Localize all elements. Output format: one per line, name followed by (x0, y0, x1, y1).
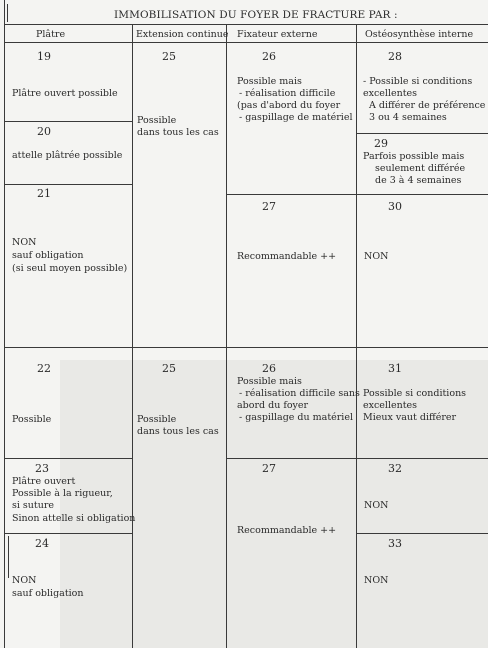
cell-number: 25 (162, 362, 176, 375)
rule-osteo-33 (356, 533, 488, 534)
rule-osteo-29 (356, 133, 488, 134)
cell-text: abord du foyer (237, 400, 309, 411)
cell-text: Sinon attelle si obligation (12, 513, 136, 524)
cell-text: - réalisation difficile sans (239, 388, 360, 399)
cell-number: 33 (388, 537, 402, 550)
rule-left (4, 0, 5, 648)
cell-text: de 3 à 4 semaines (375, 175, 462, 186)
rule-fix-27 (226, 194, 488, 195)
cell-text: - gaspillage de matériel (239, 112, 353, 123)
cell-text: excellentes (363, 400, 418, 411)
cell-text: attelle plâtrée possible (12, 150, 123, 161)
cell-text: NON (364, 500, 389, 511)
cell-text: NON (12, 237, 37, 248)
cell-text: seulement différée (375, 163, 466, 174)
cell-text: Possible mais (237, 376, 302, 387)
cell-text: NON (364, 575, 389, 586)
cell-text: Plâtre ouvert (12, 476, 76, 487)
cell-number: 30 (388, 200, 402, 213)
cell-text: - Possible si conditions (363, 76, 473, 87)
header-fixateur: Fixateur externe (237, 29, 318, 40)
cell-text: NON (12, 575, 37, 586)
cell-text: sauf obligation (12, 588, 84, 599)
cell-number: 28 (388, 50, 402, 63)
cell-text: excellentes (363, 88, 418, 99)
cell-text: 3 ou 4 semaines (369, 112, 447, 123)
cell-number: 29 (374, 137, 388, 150)
header-platre: Plâtre (36, 29, 66, 40)
cell-number: 26 (262, 50, 276, 63)
cell-text: NON (364, 251, 389, 262)
rule-top (4, 24, 488, 25)
cell-number: 25 (162, 50, 176, 63)
rule-margin-mark-bottom (8, 536, 9, 578)
rule-fix-27b (226, 458, 488, 459)
cell-number: 31 (388, 362, 402, 375)
cell-text: sauf obligation (12, 250, 84, 261)
cell-text: dans tous les cas (137, 426, 219, 437)
rule-row-mid (4, 347, 488, 348)
cell-number: 21 (37, 187, 51, 200)
cell-text: Possible si conditions (363, 388, 467, 399)
header-osteo: Ostéosynthèse interne (365, 29, 474, 40)
cell-text: dans tous les cas (137, 127, 219, 138)
cell-text: Parfois possible mais (363, 151, 465, 162)
cell-text: - gaspillage du matériel (239, 412, 354, 423)
cell-text: Plâtre ouvert possible (12, 88, 118, 99)
cell-number: 23 (35, 462, 49, 475)
cell-text: Possible (137, 414, 177, 425)
cell-number: 24 (35, 537, 49, 550)
cell-number: 26 (262, 362, 276, 375)
cell-text: - réalisation difficile (239, 88, 336, 99)
cell-text: Possible à la rigueur, (12, 488, 113, 499)
rule-col-1 (132, 24, 133, 648)
rule-platre-24 (4, 533, 132, 534)
cell-text: Possible mais (237, 76, 302, 87)
cell-number: 19 (37, 50, 51, 63)
cell-text: Possible (137, 115, 177, 126)
cell-text: si suture (12, 500, 55, 511)
header-extension: Extension continue (136, 29, 229, 40)
cell-number: 27 (262, 200, 276, 213)
cell-text: (pas d'abord du foyer (237, 100, 341, 111)
cell-text: Recommandable ++ (237, 525, 337, 536)
rule-header (4, 42, 488, 43)
cell-text: Mieux vaut différer (363, 412, 457, 423)
page-title: IMMOBILISATION DU FOYER DE FRACTURE PAR : (114, 9, 398, 21)
rule-platre-23 (4, 458, 132, 459)
rule-col-3 (356, 24, 357, 648)
rule-platre-20 (4, 121, 132, 122)
cell-number: 32 (388, 462, 402, 475)
cell-text: (si seul moyen possible) (12, 263, 128, 274)
rule-col-2 (226, 24, 227, 648)
rule-platre-21 (4, 184, 132, 185)
cell-text: Recommandable ++ (237, 251, 337, 262)
cell-number: 22 (37, 362, 51, 375)
rule-margin-mark-top (7, 4, 8, 22)
cell-number: 27 (262, 462, 276, 475)
cell-text: A différer de préférence (369, 100, 486, 111)
cell-number: 20 (37, 125, 51, 138)
cell-text: Possible (12, 414, 52, 425)
